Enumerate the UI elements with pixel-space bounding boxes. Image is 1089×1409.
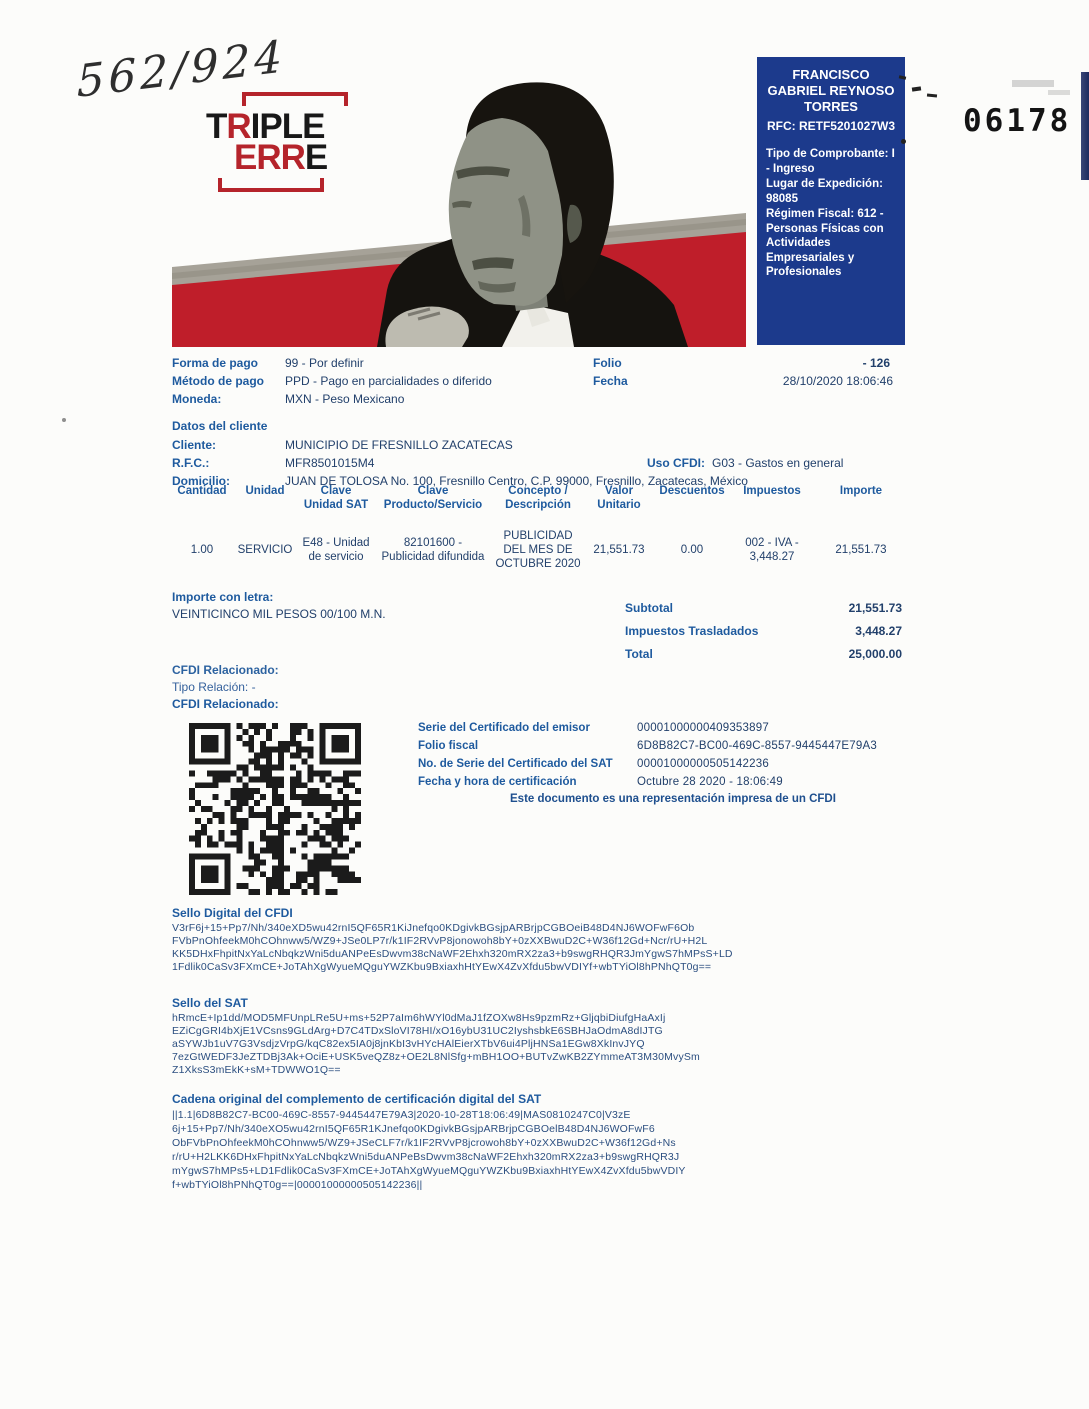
cadena-original-text	[172, 1108, 686, 1192]
issuer-tipo-comprobante: Tipo de Comprobante: I - Ingreso	[766, 148, 895, 175]
cell-unidad: SERVICIO	[237, 544, 293, 556]
sello-sat-line: hRmcE+Ip1dd/MOD5MFUnpLRe5U+ms+52P7aIm6hWYl0dMaJ1fZOXw8Hs9pzmRz+GljqbiDiufgHaAxIj	[172, 1012, 666, 1024]
cadena-line: mYgwS7hMPs5+LD1Fdlik0CaSv3FXmCE+JoTAhXgWyueMQguYWZKbu9BxiaxhHtYEwX4ZvXfdu5bwVDIY	[172, 1165, 686, 1177]
client-rfc-value: MFR8501015M4	[285, 456, 375, 470]
sello-sat-title: Sello del SAT	[172, 996, 248, 1010]
col-header-unidad: Unidad	[245, 485, 285, 497]
cadena-original-title: Cadena original del complemento de certificación digital del SAT	[172, 1092, 542, 1106]
stamp-number: 06178	[963, 103, 1072, 139]
domicilio-value: JUAN DE TOLOSA No. 100, Fresnillo Centro, C.P. 99000, Fresnillo, Zacatecas, México	[285, 474, 748, 488]
importe-letra-label: Importe con letra:	[172, 590, 274, 604]
cadena-line: f+wbTYiOl8hPNhQT0g==|00001000000505142236||	[172, 1179, 423, 1191]
total-value: 25,000.00	[848, 647, 902, 661]
col-header-valor-unitario: Valor Unitario	[597, 485, 641, 511]
client-section-title: Datos del cliente	[172, 419, 268, 433]
moneda-label: Moneda:	[172, 392, 222, 406]
ink-speck	[927, 93, 937, 97]
metodo-de-pago-label: Método de pago	[172, 374, 264, 388]
logo-letter: E	[304, 138, 328, 177]
sello-sat-text	[172, 1012, 700, 1077]
sello-cfdi-line: 1Fdlik0CaSv3FXmCE+JoTAhXgWyueMQguYWZKbu9BxiaxhHtYEwX4ZvXfdu5bwVDIYf+wbTYiOl8hPNhQT0g==	[172, 961, 712, 973]
impuestos-trasladados-label: Impuestos Trasladados	[625, 624, 759, 638]
cadena-line: r/rU+H2LKK6DHxFhpitNxYaLcNbqkzWni5duANPeBsDwvm38cNaWF2Ehxh320mRX2za3+b9swgRHQR3J	[172, 1151, 680, 1163]
metodo-de-pago-value: PPD - Pago en parcialidades o diferido	[285, 374, 492, 388]
cell-descuentos: 0.00	[680, 544, 704, 556]
subtotal-value: 21,551.73	[848, 601, 902, 615]
impuestos-trasladados-value: 3,448.27	[855, 624, 902, 638]
issuer-details	[766, 147, 896, 280]
scan-edge-artifact	[1081, 72, 1089, 180]
table-row	[172, 514, 908, 586]
subtotal-label: Subtotal	[625, 601, 673, 615]
cfdi-relacionado-line2: CFDI Relacionado:	[172, 697, 279, 711]
cadena-line: ObFVbPnOhfeekM0hCOhnww5/WZ9+JSeCLF7r/k1IF2RVvP8jcrowoh8bY+0zXXBwuD2C+W36f12Gd+Ns	[172, 1137, 676, 1149]
fecha-label: Fecha	[593, 374, 628, 388]
issuer-name: FRANCISCO GABRIEL REYNOSO TORRES	[767, 67, 895, 114]
issuer-rfc: RFC: RETF5201027W3	[766, 119, 896, 133]
client-rfc-label: R.F.C.:	[172, 456, 210, 470]
photo-of-man	[172, 75, 746, 347]
serie-emisor-label: Serie del Certificado del emisor	[418, 722, 590, 734]
col-header-cantidad: Cantidad	[177, 485, 227, 497]
moneda-value: MXN - Peso Mexicano	[285, 392, 405, 406]
folio-value: - 126	[862, 356, 890, 370]
col-header-importe: Importe	[839, 485, 883, 497]
domicilio-label: Domicilio:	[172, 474, 231, 488]
sello-sat-line: EZiCgGRI4bXjE1VCsns9GLdArg+D7C4TDxSloVI78HI/xO16ybU31UC2IyshsbkE6SBHJaOdmA8dIJTG	[172, 1025, 663, 1037]
faint-mark	[1048, 90, 1070, 95]
cadena-line: 6j+15+Pp7/Nh/340eXO5wu42rnI5QF65R1KJnefqo0KDgivkBGsjpARBrjpCGBOelB48D4NJ6WOFwF6	[172, 1123, 655, 1135]
folio-fiscal-label: Folio fiscal	[418, 740, 479, 752]
scan-speck	[62, 418, 66, 422]
fecha-certificacion-label: Fecha y hora de certificación	[418, 776, 577, 788]
sello-cfdi-line: FVbPnOhfeekM0hCOhnww5/WZ9+JSe0LP7r/k1IF2RVvP8jonowoh8bY+0zXXBwuD2C+W36f12Gd+Ncr/rU+H2L	[172, 935, 708, 947]
sello-sat-line: aSYWJb1uV7G3VsdjzVrpG/kqC82ex5IA0j8jnKbI3vHYcHAlEierXTbV6ui4PljHNSa1EGw8XkInvJYQ	[172, 1038, 645, 1050]
cell-impuestos: 002 - IVA - 3,448.27	[745, 537, 799, 563]
serie-sat-value: 00001000000505142236	[637, 758, 769, 770]
logo-letter-red: R	[226, 107, 251, 146]
logo-letter-red: ERR	[234, 138, 305, 177]
sello-sat-line: Z1XksS3mEkK+sM+TDWWO1Q==	[172, 1064, 341, 1076]
uso-cfdi-value: G03 - Gastos en general	[712, 456, 844, 470]
cfdi-relacionado-line1: CFDI Relacionado:	[172, 663, 279, 677]
importe-letra-value: VEINTICINCO MIL PESOS 00/100 M.N.	[172, 607, 386, 621]
cell-clave-unidad-sat: E48 - Unidad de servicio	[302, 537, 370, 563]
qr-code	[189, 723, 361, 895]
handwritten-number: 562/924	[76, 31, 287, 108]
sello-sat-line: 7ezGtWEDF3JeZTDBj3Ak+OciE+USK5veQZ8z+OE2L8NlSfg+mBH1OO+BUTvZwKB2ZYmmeAT3M30MvySm	[172, 1051, 700, 1063]
sello-cfdi-text	[172, 922, 733, 974]
ink-speck	[901, 139, 906, 144]
col-header-impuestos: Impuestos	[743, 485, 801, 497]
cliente-label: Cliente:	[172, 438, 217, 452]
cfdi-legend: Este documento es una representación impresa de un CFDI	[510, 793, 836, 805]
logo-letter: T	[206, 107, 227, 146]
tipo-relacion-line: Tipo Relación: -	[172, 680, 256, 694]
issuer-lugar-expedicion: Lugar de Expedición: 98085	[766, 178, 883, 205]
faint-mark	[1012, 80, 1054, 87]
photo-illustration	[172, 75, 746, 347]
total-label: Total	[625, 647, 653, 661]
cadena-line: ||1.1|6D8B82C7-BC00-469C-8557-9445447E79A3|2020-10-28T18:06:49|MAS0810247C0|V3zE	[172, 1109, 631, 1121]
col-header-clave-unidad-sat: Clave Unidad SAT	[303, 485, 369, 511]
sello-cfdi-line: V3rF6j+15+Pp7/Nh/340eXD5wu42rnI5QF65R1KiJnefqo0KDgivkBGsjpARBrjpCGBOeiB48D4NJ6WOFwF6Ob	[172, 922, 695, 934]
items-table-header	[172, 484, 908, 512]
ink-speck	[912, 86, 921, 91]
serie-emisor-value: 00001000000409353897	[637, 722, 769, 734]
cell-valor-unitario: 21,551.73	[593, 544, 645, 556]
folio-label: Folio	[593, 356, 622, 370]
logo-letter: IPLE	[250, 107, 325, 146]
folio-fiscal-value: 6D8B82C7-BC00-469C-8557-9445447E79A3	[637, 740, 877, 752]
sello-cfdi-title: Sello Digital del CFDI	[172, 906, 293, 920]
issuer-regimen-fiscal: Régimen Fiscal: 612 - Personas Físicas con Actividades Empresariales y Profesionales	[766, 208, 884, 278]
col-header-descuentos: Descuentos	[659, 485, 725, 497]
col-header-concepto: Concepto / Descripción	[505, 485, 571, 511]
cell-clave-producto: 82101600 - Publicidad difundida	[381, 537, 485, 563]
fecha-certificacion-value: Octubre 28 2020 - 18:06:49	[637, 776, 783, 788]
cell-cantidad: 1.00	[190, 544, 214, 556]
uso-cfdi-label: Uso CFDI:	[647, 456, 705, 470]
cliente-value: MUNICIPIO DE FRESNILLO ZACATECAS	[285, 438, 513, 452]
fecha-value: 28/10/2020 18:06:46	[782, 374, 893, 388]
forma-de-pago-label: Forma de pago	[172, 356, 259, 370]
col-header-clave-producto: Clave Producto/Servicio	[383, 485, 483, 511]
cell-concepto: PUBLICIDAD DEL MES DE OCTUBRE 2020	[495, 530, 581, 570]
serie-sat-label: No. de Serie del Certificado del SAT	[418, 758, 613, 770]
cell-importe: 21,551.73	[835, 544, 887, 556]
forma-de-pago-value: 99 - Por definir	[285, 356, 364, 370]
sello-cfdi-line: KK5DHxFhpitNxYaLcNbqkzWni5duANPeEsDwvm38cNaWF2Ehxh320mRX2za3+b9swgRHQR3JmYgwS7hMPsS+LD	[172, 948, 733, 960]
issuer-info-box	[757, 57, 905, 345]
